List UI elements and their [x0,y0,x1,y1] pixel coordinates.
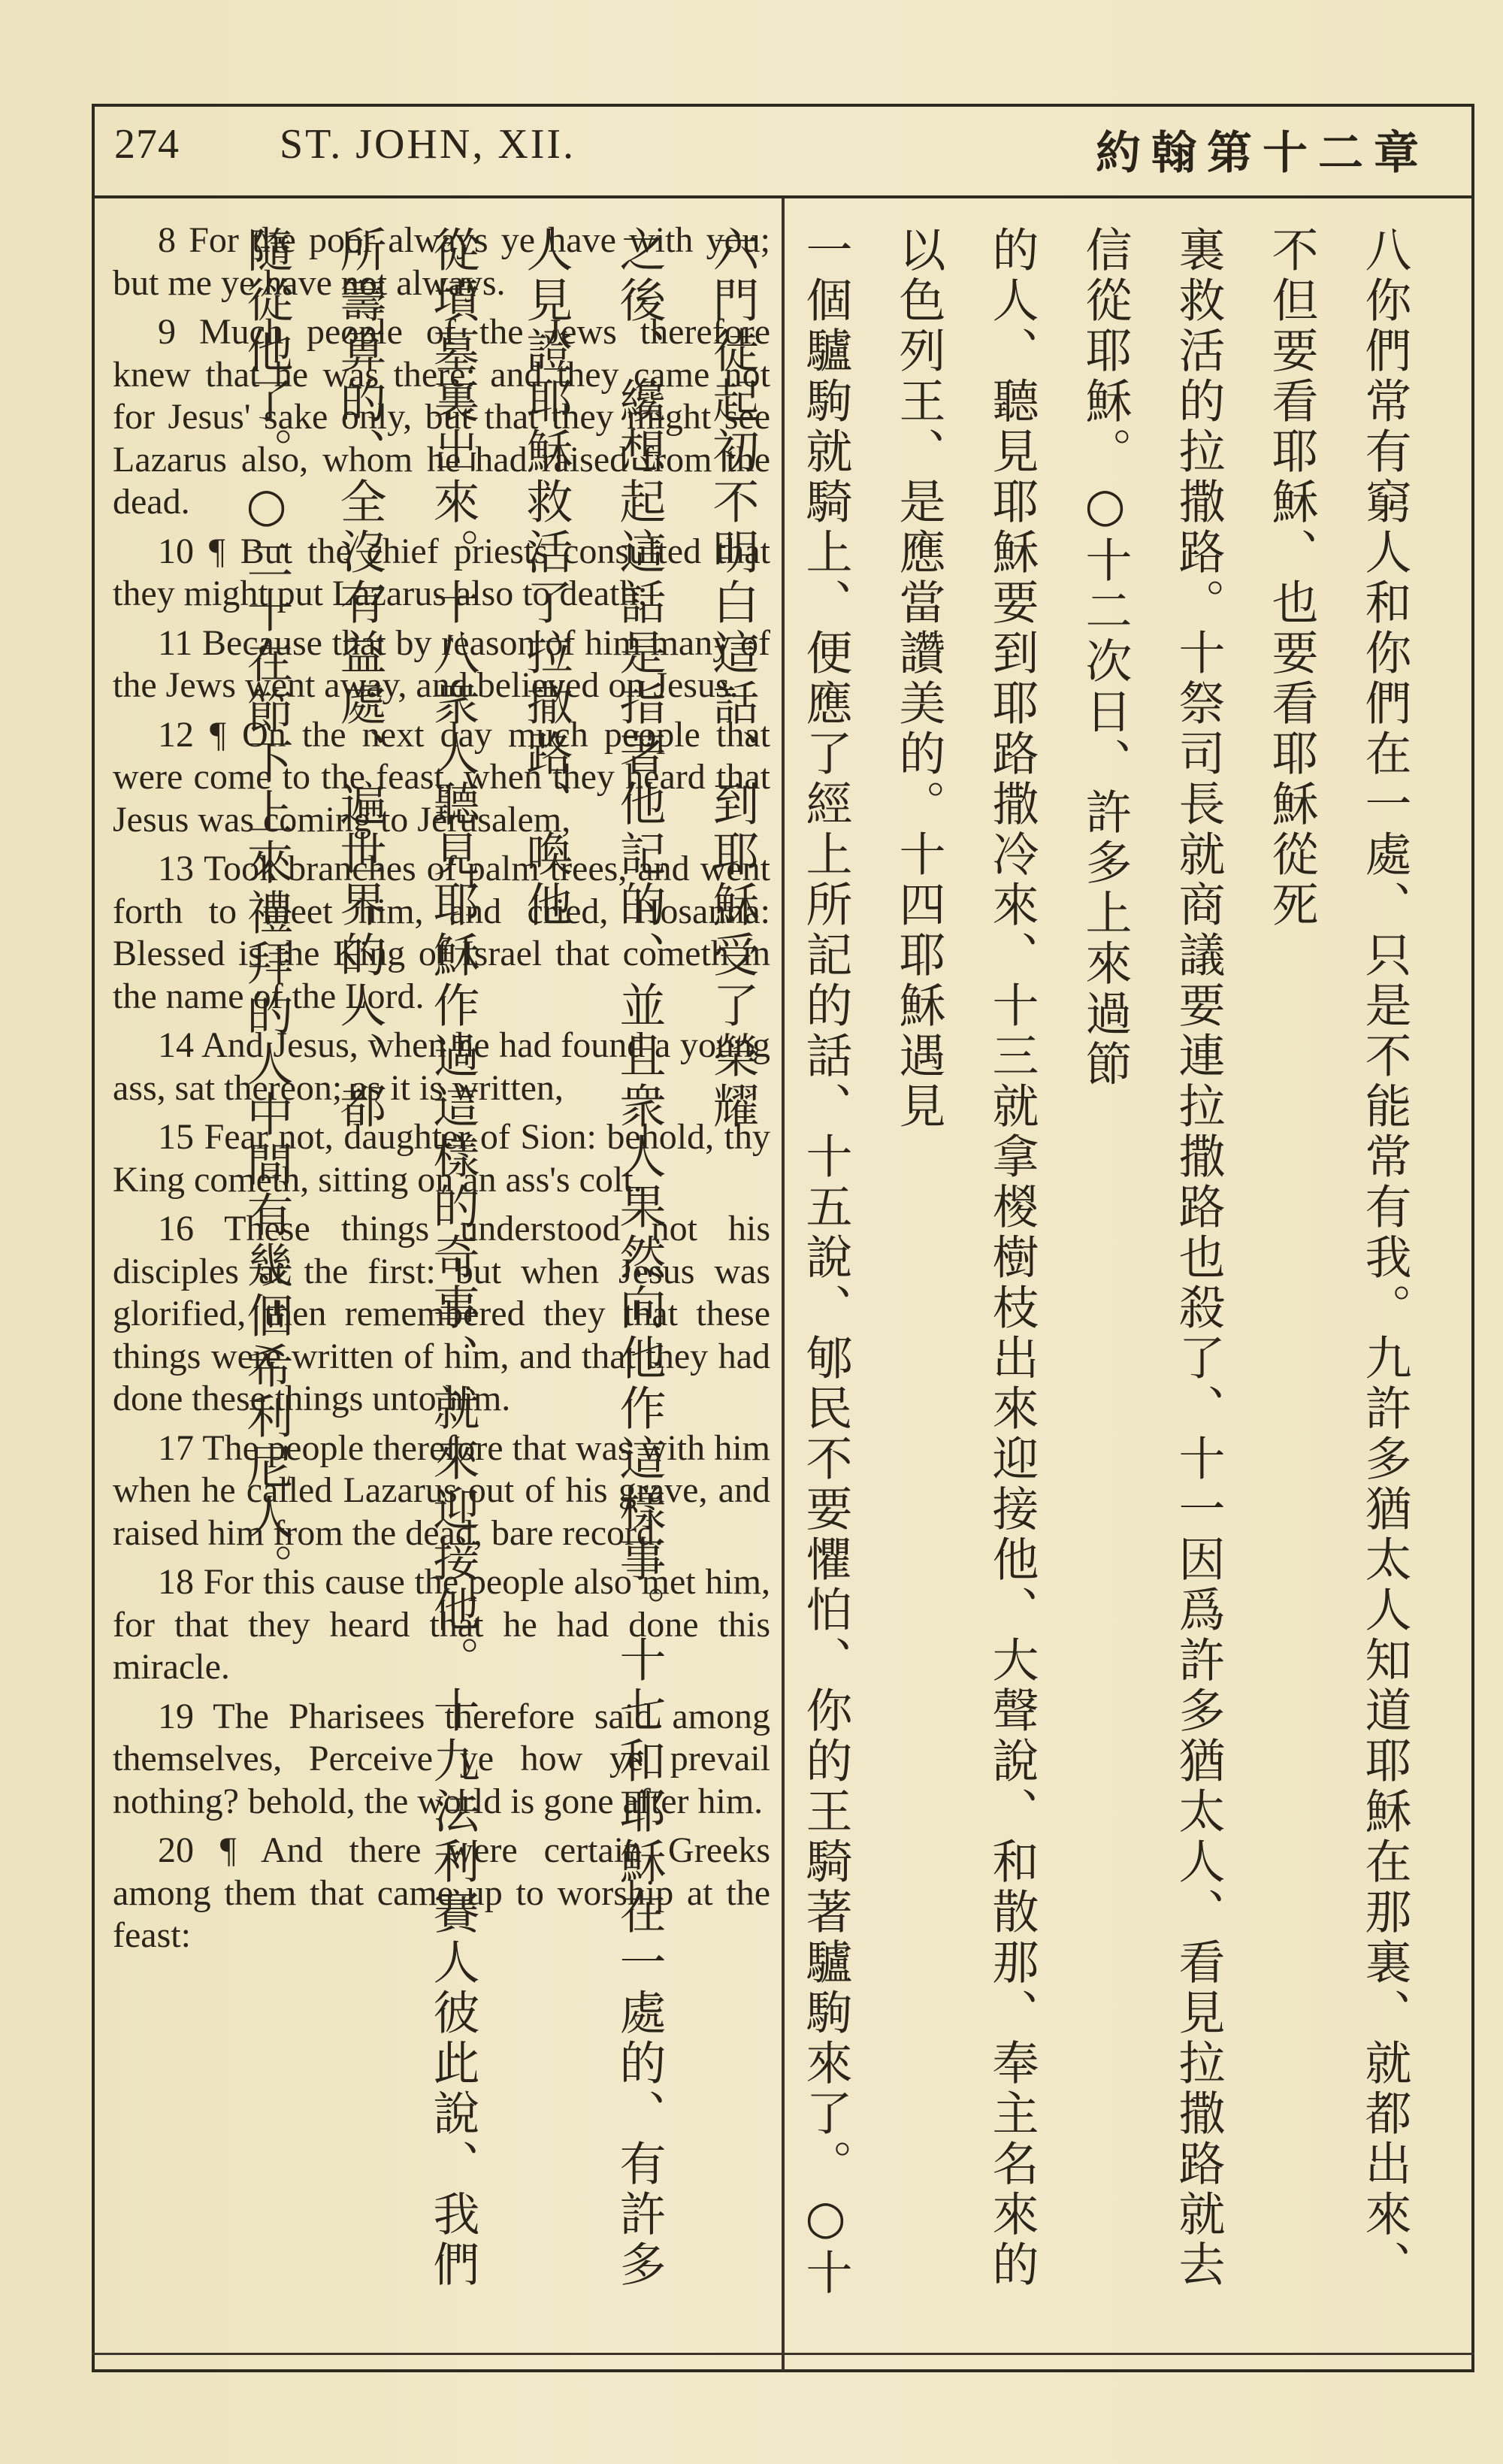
chinese-line-6: 從墳墓裏出來。十八衆人聽見耶穌作過這樣的奇事、就來迎接他。十九法利賽人彼此說、我們所籌算的、全沒有益處、遍世界的人、都 [332,226,480,2290]
verse-13: 13 Took branches of palm trees, and went forth to meet him, and cried, Hosanna: Blessed is the King of Israel that cometh in the name of the Lord. [113,849,770,1016]
bottom-rule [92,2353,1474,2355]
running-head: ST. JOHN, XII. [280,121,576,168]
chinese-line-7: 隨從他了。○二十在節下上來禮拜的人中間有幾個希利尼人。 [239,226,294,1594]
chinese-line-3: 的人、聽見耶穌要到耶路撒冷來、十三就拿椶樹枝出來迎接他、大聲說、和散那、奉主名來的以色列王、是應當讚美的。十四耶穌遇見 [891,226,1039,2290]
verse-20: 20 ¶ And there were certain Greeks among them that came up to worship at the feast: [113,1830,770,1955]
verse-16: 16 These things understood not his disciples at the first: but when Jesus was glorified, then remembered they that these things were written of him, and that they had done these things unto him. [113,1209,770,1418]
verse-9: 9 Much people of the Jews therefore knew that he was there: and they came not for Jesus' sake only, but that they might see Lazarus also, whom he had raised from the dead. [113,312,770,522]
verse-19: 19 The Pharisees therefore said among themselves, Perceive ye how ye prevail nothing? behold, the world is gone after him. [113,1696,770,1821]
verse-10: 10 ¶ But the chief priests consulted that they might put Lazarus also to death; [113,531,770,613]
page-header [92,104,1474,198]
verse-12: 12 ¶ On the next day much people that were come to the feast, when they heard that Jesus was coming to Jerusalem, [113,714,770,840]
verse-18: 18 For this cause the people also met him, for that they heard that he had done this miracle. [113,1562,770,1687]
verse-11: 11 Because that by reason of him many of the Jews went away, and believed on Jesus. [113,622,770,705]
verse-14: 14 And Jesus, when he had found a young ass, sat thereon; as it is written, [113,1025,770,1108]
chinese-line-1: 八你們常有窮人和你們在一處、只是不能常有我。九許多猶太人知道耶穌在那裏、就都出來、不但要看耶穌、也要看耶穌從死 [1264,226,1412,2290]
verse-8: 8 For the poor always ye have with you; but me ye have not always. [113,220,770,303]
verse-17: 17 The people therefore that was with him when he called Lazarus out of his grave, and raised him from the dead, bare record. [113,1427,770,1553]
chinese-running-head: 約翰第十二章 [1096,127,1429,180]
verse-15: 15 Fear not, daughter of Sion: behold, thy King cometh, sitting on an ass's colt. [113,1117,770,1200]
chinese-line-5: 之後、纔想起這話是指著他記的、並且衆人果然向他作這樣事。十七和耶穌在一處的、有許多人見證耶穌救活了拉撒路、喚他 [519,226,667,2290]
chinese-line-2: 裏救活的拉撒路。十祭司長就商議要連拉撒路也殺了、十一因爲許多猶太人、看見拉撒路就去信從耶穌。○十二次日、許多上來過節 [1078,226,1226,2290]
chinese-line-4: 一個驢駒就騎上、便應了經上所記的話、十五說、郇民不要懼怕、你的王騎著驢駒來了。○十六門徒起初不明白這話、到耶穌受了榮耀 [705,226,853,2299]
page-number: 274 [114,121,180,168]
